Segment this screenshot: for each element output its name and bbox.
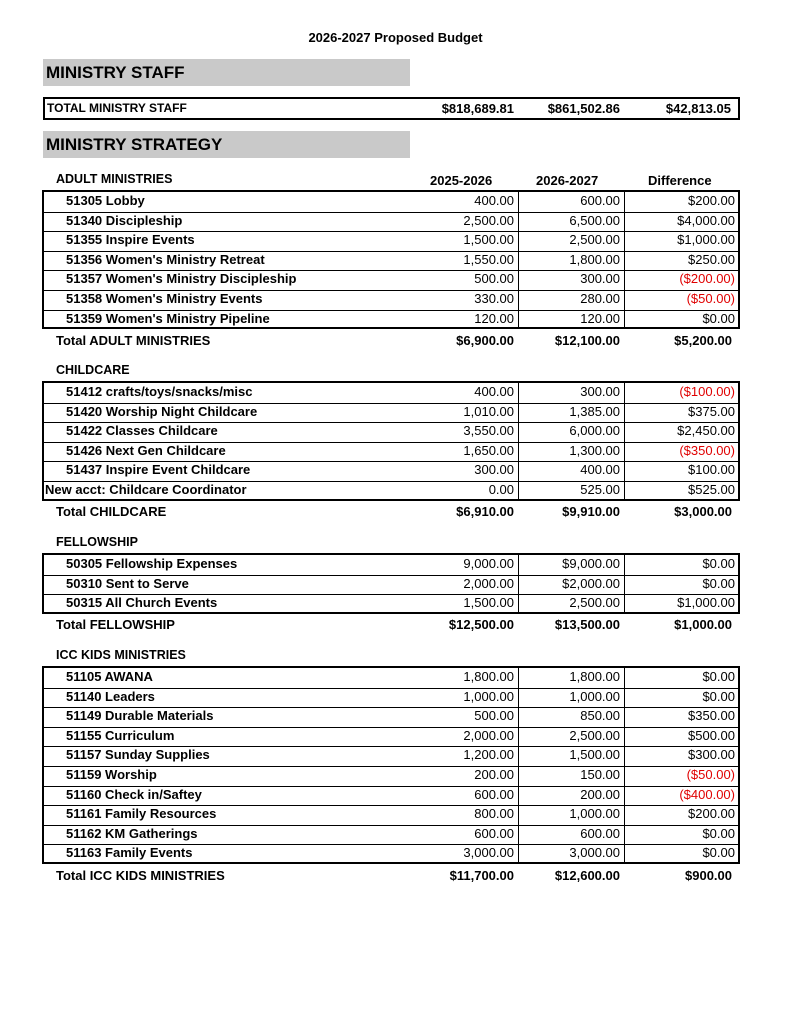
table-row	[44, 766, 738, 786]
value-difference: $4,000.00	[677, 212, 735, 228]
value-2025: 300.00	[474, 462, 514, 478]
value-2025: 1,550.00	[463, 251, 514, 267]
value-2025: 1,650.00	[463, 442, 514, 458]
table-row	[44, 746, 738, 766]
row-divider	[44, 403, 738, 404]
value-2025: 120.00	[474, 310, 514, 326]
account-label: 51340 Discipleship	[66, 212, 183, 228]
value-2026: 600.00	[580, 193, 620, 208]
value-difference: $375.00	[688, 403, 735, 419]
value-2026: $9,000.00	[562, 556, 620, 571]
account-label: 51161 Family Resources	[66, 806, 217, 822]
account-label: 51426 Next Gen Childcare	[66, 442, 226, 458]
row-divider	[44, 290, 738, 291]
row-divider	[44, 310, 738, 311]
value-2025: 1,800.00	[463, 669, 514, 684]
group-title-fellowship: FELLOWSHIP	[56, 535, 138, 549]
account-label: 51437 Inspire Event Childcare	[66, 462, 251, 478]
total-difference: $900.00	[685, 868, 732, 883]
value-difference: $200.00	[688, 193, 735, 208]
table-row	[44, 786, 738, 806]
value-2026: 3,000.00	[569, 845, 620, 861]
value-difference: $525.00	[688, 482, 735, 497]
total-label: Total ICC KIDS MINISTRIES	[56, 868, 225, 883]
value-2025: 2,000.00	[463, 727, 514, 743]
value-2026: 6,500.00	[569, 212, 620, 228]
account-label: 51157 Sunday Supplies	[66, 747, 210, 763]
value-difference: $200.00	[688, 806, 735, 822]
value-2026: 2,500.00	[569, 595, 620, 610]
table-row	[44, 383, 738, 403]
value-2026: 120.00	[580, 310, 620, 326]
group-table-fellowship	[42, 553, 740, 614]
account-label: 51105 AWANA	[66, 669, 153, 684]
account-label: 51149 Durable Materials	[66, 708, 214, 724]
total-staff-2026: $861,502.86	[547, 101, 620, 116]
value-2025: 1,000.00	[463, 688, 514, 704]
row-divider	[44, 844, 738, 845]
table-row	[44, 844, 738, 864]
value-difference: $0.00	[702, 825, 735, 841]
value-difference: $0.00	[702, 556, 735, 571]
value-2025: 1,500.00	[463, 232, 514, 248]
table-row	[44, 555, 738, 575]
value-2025: 1,010.00	[463, 403, 514, 419]
value-difference: $100.00	[688, 462, 735, 478]
value-2026: 2,500.00	[569, 727, 620, 743]
total-difference: $3,000.00	[674, 504, 732, 519]
value-2025: 400.00	[474, 384, 514, 399]
account-label: 51359 Women's Ministry Pipeline	[66, 310, 270, 326]
value-2025: 600.00	[474, 786, 514, 802]
table-row	[44, 231, 738, 251]
value-difference: $350.00	[688, 708, 735, 724]
value-difference: ($200.00)	[679, 271, 735, 287]
value-2025: 3,550.00	[463, 423, 514, 439]
value-difference: $1,000.00	[677, 232, 735, 248]
account-label: 51160 Check in/Saftey	[66, 786, 202, 802]
row-divider	[44, 805, 738, 806]
total-2026: $9,910.00	[562, 504, 620, 519]
page-title: 2026-2027 Proposed Budget	[308, 30, 483, 45]
value-2025: 500.00	[474, 708, 514, 724]
table-row	[44, 403, 738, 423]
account-label: 51422 Classes Childcare	[66, 423, 218, 439]
total-2025: $6,910.00	[456, 504, 514, 519]
row-divider	[44, 825, 738, 826]
account-label: 51159 Worship	[66, 767, 157, 782]
account-label: New acct: Childcare Coordinator	[45, 482, 247, 497]
value-2026: 6,000.00	[569, 423, 620, 439]
group-title-adult-ministries: ADULT MINISTRIES	[56, 172, 173, 186]
account-label: 51162 KM Gatherings	[66, 825, 198, 841]
group-table-icc-kids-ministries	[42, 666, 740, 864]
group-total-icc-kids-ministries	[56, 868, 740, 886]
account-label: 51357 Women's Ministry Discipleship	[66, 271, 297, 287]
account-label: 51163 Family Events	[66, 845, 193, 861]
group-total-fellowship	[56, 617, 740, 635]
table-row	[44, 707, 738, 727]
value-difference: $0.00	[702, 575, 735, 591]
group-table-adult-ministries	[42, 190, 740, 329]
value-2026: 1,000.00	[569, 688, 620, 704]
value-2025: 330.00	[474, 291, 514, 306]
account-label: 51355 Inspire Events	[66, 232, 195, 248]
row-divider	[44, 786, 738, 787]
row-divider	[44, 270, 738, 271]
value-2025: 200.00	[474, 767, 514, 782]
ministry-strategy-header: MINISTRY STRATEGY	[43, 131, 410, 158]
total-ministry-staff-label: TOTAL MINISTRY STAFF	[47, 101, 187, 115]
account-label: 51140 Leaders	[66, 688, 155, 704]
value-2025: 2,500.00	[463, 212, 514, 228]
row-divider	[44, 575, 738, 576]
table-row	[44, 594, 738, 614]
value-2026: $2,000.00	[562, 575, 620, 591]
value-2026: 600.00	[580, 825, 620, 841]
account-label: 51356 Women's Ministry Retreat	[66, 251, 265, 267]
value-2026: 1,500.00	[569, 747, 620, 763]
row-divider	[44, 461, 738, 462]
row-divider	[44, 688, 738, 689]
value-2026: 1,800.00	[569, 251, 620, 267]
row-divider	[44, 707, 738, 708]
table-row	[44, 251, 738, 271]
value-2026: 1,000.00	[569, 806, 620, 822]
total-2026: $12,600.00	[554, 868, 620, 883]
value-difference: ($50.00)	[686, 767, 735, 782]
account-label: 50310 Sent to Serve	[66, 575, 189, 591]
column-header-2026: 2026-2027	[536, 173, 599, 188]
table-row	[44, 575, 738, 595]
value-2025: 600.00	[474, 825, 514, 841]
total-staff-2025: $818,689.81	[441, 101, 514, 116]
row-divider	[44, 422, 738, 423]
ministry-staff-header: MINISTRY STAFF	[43, 59, 410, 86]
value-2026: 400.00	[580, 462, 620, 478]
account-label: 51412 crafts/toys/snacks/misc	[66, 384, 253, 399]
total-label: Total ADULT MINISTRIES	[56, 333, 211, 348]
value-2026: 150.00	[580, 767, 620, 782]
value-2025: 800.00	[474, 806, 514, 822]
table-row	[44, 688, 738, 708]
table-row	[44, 805, 738, 825]
value-2025: 2,000.00	[463, 575, 514, 591]
value-2026: 200.00	[580, 786, 620, 802]
total-difference: $5,200.00	[674, 333, 732, 348]
total-2025: $12,500.00	[448, 617, 514, 632]
value-difference: ($50.00)	[686, 291, 735, 306]
value-2026: 300.00	[580, 271, 620, 287]
account-label: 51155 Curriculum	[66, 727, 175, 743]
row-divider	[44, 442, 738, 443]
value-2026: 300.00	[580, 384, 620, 399]
value-2026: 280.00	[580, 291, 620, 306]
value-2025: 0.00	[488, 482, 514, 497]
total-2025: $11,700.00	[449, 868, 514, 883]
value-2026: 1,385.00	[569, 403, 620, 419]
row-divider	[44, 727, 738, 728]
account-label: 50315 All Church Events	[66, 595, 218, 610]
table-row	[44, 270, 738, 290]
value-difference: $1,000.00	[677, 595, 735, 610]
value-2025: 1,200.00	[463, 747, 514, 763]
row-divider	[44, 212, 738, 213]
value-difference: $0.00	[702, 688, 735, 704]
row-divider	[44, 594, 738, 595]
value-difference: ($350.00)	[679, 442, 735, 458]
value-2026: 525.00	[580, 482, 620, 497]
value-difference: $500.00	[688, 727, 735, 743]
value-difference: $250.00	[688, 251, 735, 267]
table-row	[44, 481, 738, 501]
value-difference: ($400.00)	[679, 786, 735, 802]
total-label: Total FELLOWSHIP	[56, 617, 175, 632]
column-header-difference: Difference	[648, 173, 712, 188]
value-2025: 500.00	[474, 271, 514, 287]
row-divider	[44, 231, 738, 232]
row-divider	[44, 746, 738, 747]
value-difference: $0.00	[702, 310, 735, 326]
value-2025: 400.00	[474, 193, 514, 208]
value-2026: 850.00	[580, 708, 620, 724]
total-ministry-staff-row	[43, 97, 740, 120]
total-2026: $13,500.00	[554, 617, 620, 632]
account-label: 51305 Lobby	[66, 193, 145, 208]
value-difference: $0.00	[702, 845, 735, 861]
value-2026: 2,500.00	[569, 232, 620, 248]
group-title-childcare: CHILDCARE	[56, 363, 130, 377]
group-title-icc-kids-ministries: ICC KIDS MINISTRIES	[56, 648, 186, 662]
table-row	[44, 310, 738, 330]
table-row	[44, 212, 738, 232]
table-row	[44, 461, 738, 481]
row-divider	[44, 251, 738, 252]
total-difference: $1,000.00	[674, 617, 732, 632]
account-label: 51420 Worship Night Childcare	[66, 403, 258, 419]
row-divider	[44, 481, 738, 482]
total-2026: $12,100.00	[554, 333, 620, 348]
table-row	[44, 668, 738, 688]
total-2025: $6,900.00	[456, 333, 514, 348]
value-difference: $0.00	[702, 669, 735, 684]
total-label: Total CHILDCARE	[56, 504, 167, 519]
column-header-2025: 2025-2026	[430, 173, 493, 188]
group-total-adult-ministries	[56, 333, 740, 351]
account-label: 50305 Fellowship Expenses	[66, 556, 238, 571]
value-2025: 1,500.00	[463, 595, 514, 610]
value-difference: $300.00	[688, 747, 735, 763]
total-staff-difference: $42,813.05	[665, 101, 731, 116]
value-2026: 1,800.00	[569, 669, 620, 684]
table-row	[44, 442, 738, 462]
table-row	[44, 422, 738, 442]
table-row	[44, 727, 738, 747]
value-2025: 3,000.00	[463, 845, 514, 861]
group-total-childcare	[56, 504, 740, 522]
value-2026: 1,300.00	[569, 442, 620, 458]
table-row	[44, 290, 738, 310]
account-label: 51358 Women's Ministry Events	[66, 291, 263, 306]
value-difference: $2,450.00	[677, 423, 735, 439]
value-2025: 9,000.00	[463, 556, 514, 571]
row-divider	[44, 766, 738, 767]
table-row	[44, 192, 738, 212]
value-difference: ($100.00)	[679, 384, 735, 399]
group-table-childcare	[42, 381, 740, 501]
table-row	[44, 825, 738, 845]
